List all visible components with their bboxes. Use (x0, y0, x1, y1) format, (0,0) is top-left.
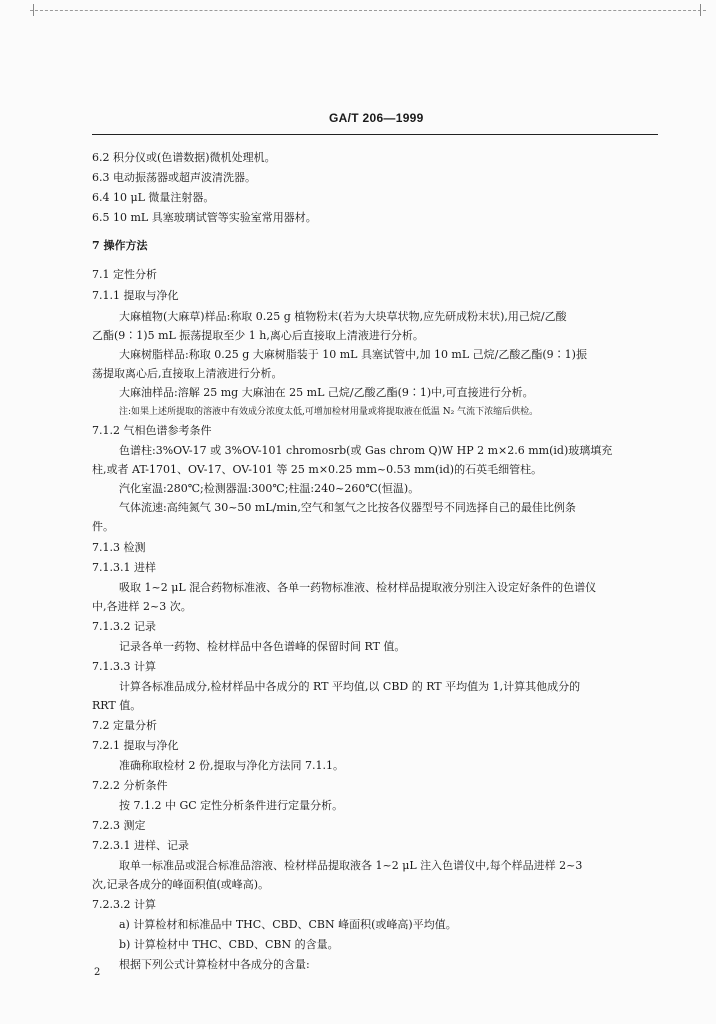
scan-corner-mark-right (700, 4, 701, 16)
text-line: 6.3 电动振荡器或超声波清洗器。 (92, 171, 256, 184)
text-line: 7.2.2 分析条件 (92, 779, 168, 792)
text-line: 柱,或者 AT-1701、OV-17、OV-101 等 25 m×0.25 mm~0.53 mm(id)的石英毛细管柱。 (92, 463, 543, 476)
text-line: 荡提取离心后,直接取上清液进行分析。 (92, 367, 283, 380)
text-line: 根据下列公式计算检材中各成分的含量: (119, 958, 310, 971)
header-rule (92, 134, 658, 135)
text-line: 大麻植物(大麻草)样品:称取 0.25 g 植物粉末(若为大块草状物,应先研成粉末状),用己烷/乙酸 (119, 310, 567, 323)
text-line: 按 7.1.2 中 GC 定性分析条件进行定量分析。 (119, 799, 344, 812)
text-line: 色谱柱:3%OV-17 或 3%OV-101 chromosrb(或 Gas chrom Q)W HP 2 m×2.6 mm(id)玻璃填充 (119, 444, 613, 457)
standard-code-header: GA/T 206—1999 (329, 111, 424, 125)
text-line: 大麻树脂样品:称取 0.25 g 大麻树脂装于 10 mL 具塞试管中,加 10 mL 己烷/乙酸乙酯(9∶1)振 (119, 348, 587, 361)
scan-top-border (30, 10, 706, 11)
text-line: 记录各单一药物、检材样品中各色谱峰的保留时间 RT 值。 (119, 640, 406, 653)
text-line: 气体流速:高纯氮气 30~50 mL/min,空气和氢气之比按各仪器型号不同选择自己的最佳比例条 (119, 501, 576, 514)
text-line: 次,记录各成分的峰面积值(或峰高)。 (92, 878, 270, 891)
text-line: 7.1.3 检测 (92, 541, 146, 554)
text-line: 7.2.1 提取与净化 (92, 739, 179, 752)
note-line: 注:如果上述所提取的溶液中有效成分浓度太低,可增加检材用量或将提取液在低温 N₂ 气流下浓缩后供检。 (119, 407, 539, 417)
text-line: 6.5 10 mL 具塞玻璃试管等实验室常用器材。 (92, 211, 317, 224)
text-line: 6.2 积分仪或(色谱数据)微机处理机。 (92, 151, 276, 164)
text-line: 7.2 定量分析 (92, 719, 157, 732)
scan-corner-mark-left (33, 4, 34, 16)
text-line: 7.1.3.3 计算 (92, 660, 156, 673)
text-line: 汽化室温:280℃;检测器温:300℃;柱温:240~260℃(恒温)。 (119, 482, 420, 495)
text-line: 7.2.3.1 进样、记录 (92, 839, 189, 852)
text-line: 7.1.2 气相色谱参考条件 (92, 424, 212, 437)
text-line: 大麻油样品:溶解 25 mg 大麻油在 25 mL 己烷/乙酸乙酯(9∶1)中,可直接进行分析。 (119, 386, 534, 399)
text-line: 7.1.3.2 记录 (92, 620, 156, 633)
text-line: 计算各标准品成分,检材样品中各成分的 RT 平均值,以 CBD 的 RT 平均值为 1,计算其他成分的 (119, 680, 581, 693)
text-line: 7 操作方法 (92, 239, 148, 252)
text-line: 乙酯(9∶1)5 mL 振荡提取至少 1 h,离心后直接取上清液进行分析。 (92, 329, 424, 342)
text-line: 件。 (92, 520, 114, 533)
text-line: 6.4 10 μL 微量注射器。 (92, 191, 215, 204)
text-line: 7.1.1 提取与净化 (92, 289, 179, 302)
text-line: 准确称取检材 2 份,提取与净化方法同 7.1.1。 (119, 759, 344, 772)
text-line: 7.1.3.1 进样 (92, 561, 156, 574)
text-line: a) 计算检材和标准品中 THC、CBD、CBN 峰面积(或峰高)平均值。 (119, 918, 457, 931)
text-line: b) 计算检材中 THC、CBD、CBN 的含量。 (119, 938, 339, 951)
text-line: 中,各进样 2~3 次。 (92, 600, 192, 613)
text-line: 7.1 定性分析 (92, 268, 157, 281)
text-line: 取单一标准品或混合标准品溶液、检材样品提取液各 1~2 μL 注入色谱仪中,每个样品进样 2~3 (119, 859, 583, 872)
text-line: 吸取 1~2 μL 混合药物标准液、各单一药物标准液、检材样品提取液分别注入设定好条件的色谱仪 (119, 581, 597, 594)
text-line: 7.2.3.2 计算 (92, 898, 156, 911)
text-line: 7.2.3 测定 (92, 819, 146, 832)
text-line: RRT 值。 (92, 699, 142, 712)
page-number: 2 (94, 967, 101, 978)
